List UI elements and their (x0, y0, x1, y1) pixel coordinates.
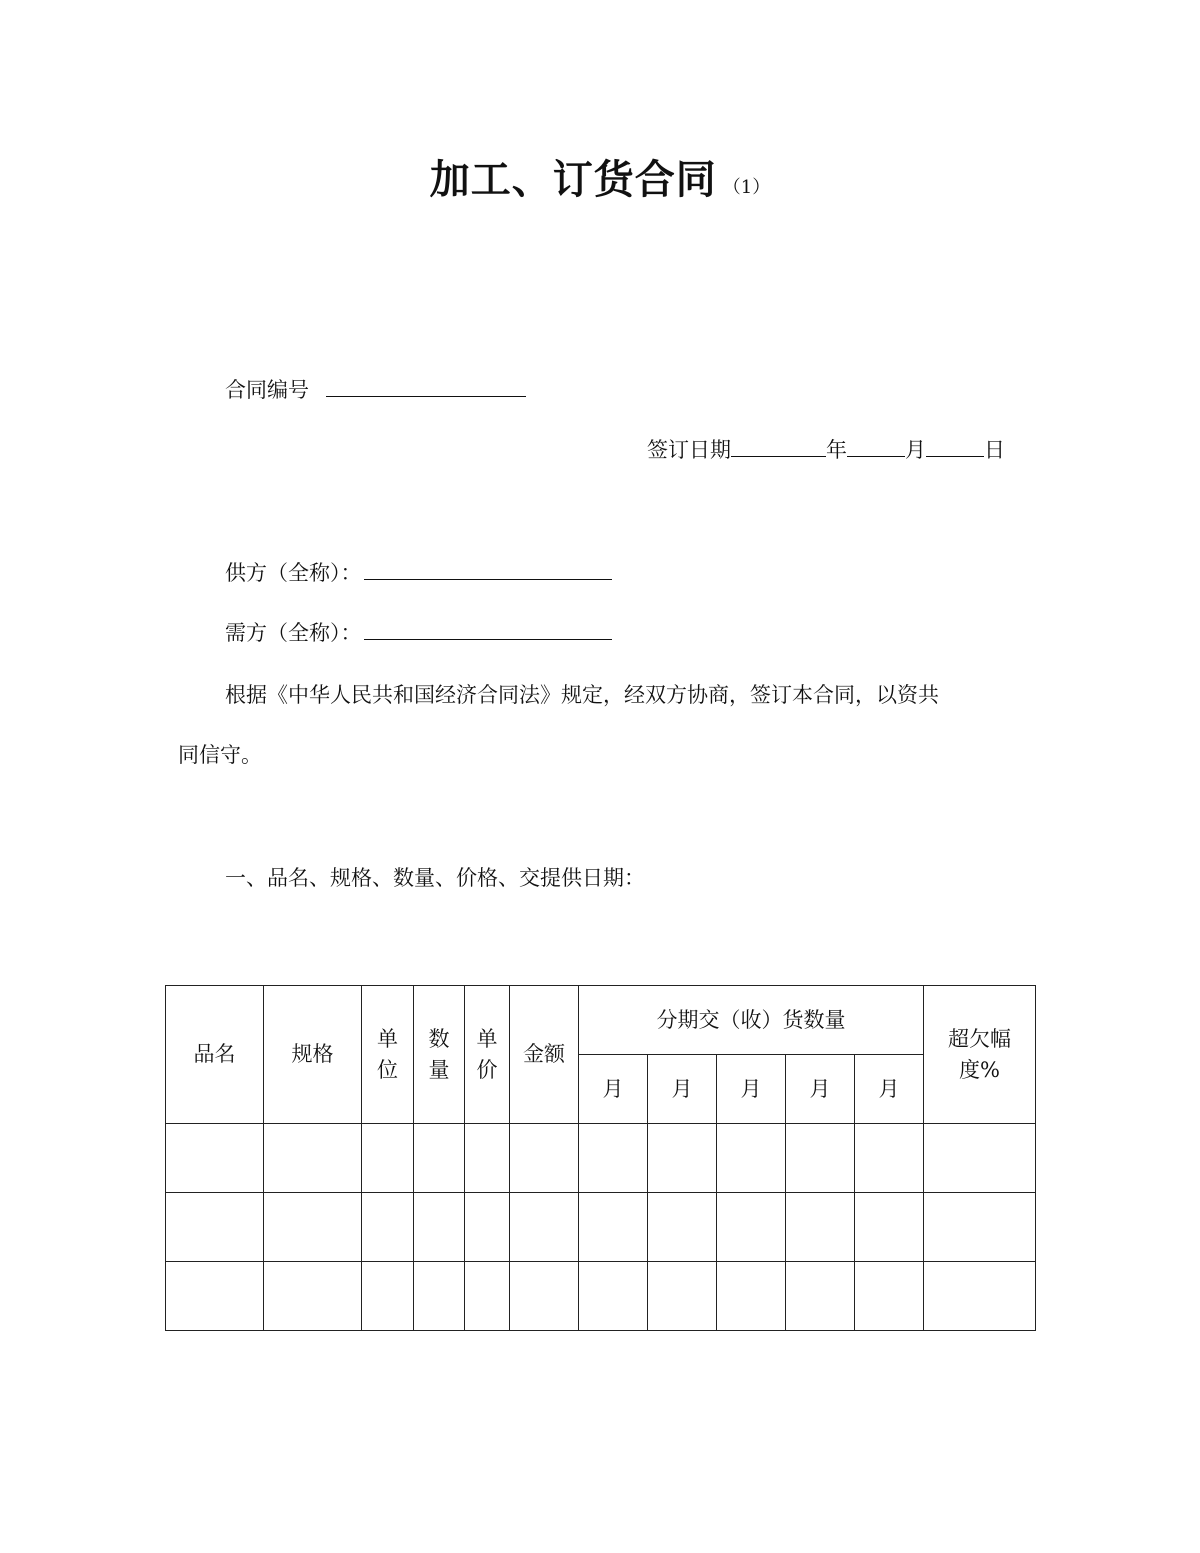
sign-year-field[interactable] (731, 438, 826, 457)
table-cell[interactable] (264, 1193, 362, 1262)
table-cell[interactable] (414, 1193, 465, 1262)
table-cell[interactable] (579, 1193, 648, 1262)
header-installment: 分期交（收）货数量 (579, 986, 924, 1055)
header-price: 单价 (465, 986, 510, 1124)
table-cell[interactable] (924, 1262, 1036, 1331)
table-cell[interactable] (579, 1124, 648, 1193)
section-1-heading: 一、品名、规格、数量、价格、交提供日期： (225, 866, 645, 890)
table-cell[interactable] (510, 1193, 579, 1262)
table-cell[interactable] (362, 1193, 414, 1262)
table-cell[interactable] (648, 1193, 717, 1262)
day-label: 日 (984, 438, 1005, 462)
table-row (166, 1124, 1036, 1193)
table-cell[interactable] (855, 1193, 924, 1262)
table-cell[interactable] (717, 1124, 786, 1193)
contract-number-line (225, 378, 526, 403)
paragraph-line-2: 同信守。 (178, 743, 262, 767)
sign-month-field[interactable] (847, 438, 905, 457)
sign-day-field[interactable] (926, 438, 984, 457)
contract-number-label: 合同编号 (225, 378, 309, 402)
table-cell[interactable] (786, 1193, 855, 1262)
table-cell[interactable] (717, 1262, 786, 1331)
table-cell[interactable] (717, 1193, 786, 1262)
table-cell[interactable] (414, 1124, 465, 1193)
supplier-line (225, 561, 612, 586)
header-unit: 单位 (362, 986, 414, 1124)
table-cell[interactable] (510, 1124, 579, 1193)
table-cell[interactable] (510, 1262, 579, 1331)
table-cell[interactable] (465, 1262, 510, 1331)
table-cell[interactable] (855, 1262, 924, 1331)
header-name: 品名 (166, 986, 264, 1124)
table-cell[interactable] (648, 1262, 717, 1331)
month-label: 月 (905, 438, 926, 462)
table-cell[interactable] (924, 1124, 1036, 1193)
header-excess: 超欠幅度% (924, 986, 1036, 1124)
header-month-4: 月 (786, 1055, 855, 1124)
header-spec: 规格 (264, 986, 362, 1124)
title-sub: （1） (722, 177, 771, 198)
table-cell[interactable] (166, 1124, 264, 1193)
supplier-label: 供方（全称）： (225, 561, 362, 585)
table-row (166, 1262, 1036, 1331)
header-month-1: 月 (579, 1055, 648, 1124)
supplier-field[interactable] (364, 561, 612, 580)
table-cell[interactable] (924, 1193, 1036, 1262)
table-cell[interactable] (362, 1262, 414, 1331)
table-cell[interactable] (648, 1124, 717, 1193)
header-month-3: 月 (717, 1055, 786, 1124)
buyer-field[interactable] (364, 621, 612, 640)
year-label: 年 (826, 438, 847, 462)
table-cell[interactable] (362, 1124, 414, 1193)
contract-number-field[interactable] (326, 378, 526, 397)
table-cell[interactable] (264, 1262, 362, 1331)
header-amount: 金额 (510, 986, 579, 1124)
document-title (0, 148, 1200, 205)
header-qty: 数量 (414, 986, 465, 1124)
table-cell[interactable] (166, 1262, 264, 1331)
table-cell[interactable] (786, 1124, 855, 1193)
table-cell[interactable] (264, 1124, 362, 1193)
table-cell[interactable] (414, 1262, 465, 1331)
title-main: 加工、订货合同 (429, 157, 717, 203)
table-cell[interactable] (855, 1124, 924, 1193)
table-cell[interactable] (465, 1193, 510, 1262)
buyer-label: 需方（全称）： (225, 621, 362, 645)
table-row (166, 1193, 1036, 1262)
table-cell[interactable] (465, 1124, 510, 1193)
paragraph-line-1: 根据《中华人民共和国经济合同法》规定，经双方协商，签订本合同，以资共 (225, 683, 939, 707)
buyer-line (225, 621, 612, 646)
table-cell[interactable] (786, 1262, 855, 1331)
table-cell[interactable] (579, 1262, 648, 1331)
header-month-2: 月 (648, 1055, 717, 1124)
goods-table (165, 985, 1036, 1331)
sign-date-label: 签订日期 (647, 438, 731, 462)
header-month-5: 月 (855, 1055, 924, 1124)
sign-date-line (647, 438, 1005, 463)
table-cell[interactable] (166, 1193, 264, 1262)
